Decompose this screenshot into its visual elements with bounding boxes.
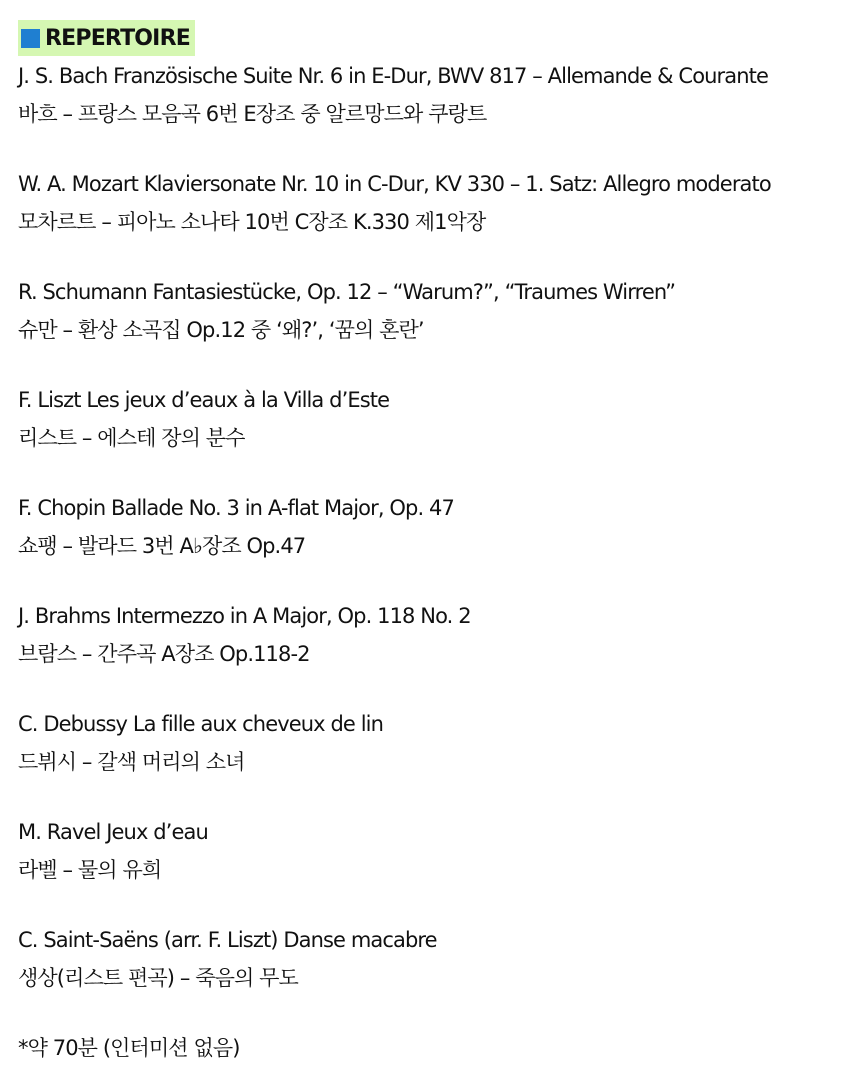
piece-original-title: J. S. Bach Französische Suite Nr. 6 in E-Dur, BWV 817 – Allemande & Courante (18, 64, 769, 88)
piece-original-title: J. Brahms Intermezzo in A Major, Op. 118 No. 2 (18, 604, 471, 628)
duration-note: *약 70분 (인터미션 없음) (18, 1036, 240, 1060)
repertoire-page (18, 20, 840, 1067)
section-header (18, 20, 195, 56)
piece-korean-title: 쇼팽 – 발라드 3번 A♭장조 Op.47 (18, 534, 306, 558)
piece-korean-title: 생상(리스트 편곡) – 죽음의 무도 (18, 966, 298, 990)
repertoire-item (18, 705, 840, 781)
piece-korean-title: 모차르트 – 피아노 소나타 10번 C장조 K.330 제1악장 (18, 210, 486, 234)
repertoire-item (18, 813, 840, 889)
repertoire-item (18, 381, 840, 457)
repertoire-item (18, 597, 840, 673)
piece-original-title: C. Debussy La fille aux cheveux de lin (18, 712, 383, 736)
piece-original-title: M. Ravel Jeux d’eau (18, 820, 208, 844)
repertoire-list (18, 57, 840, 997)
section-title: REPERTOIRE (45, 25, 190, 51)
piece-korean-title: 바흐 – 프랑스 모음곡 6번 E장조 중 알르망드와 쿠랑트 (18, 102, 487, 126)
repertoire-item (18, 57, 840, 133)
blue-square-icon (21, 29, 40, 48)
piece-original-title: R. Schumann Fantasiestücke, Op. 12 – “Warum?”, “Traumes Wirren” (18, 280, 676, 304)
repertoire-item (18, 273, 840, 349)
piece-original-title: F. Chopin Ballade No. 3 in A-flat Major, Op. 47 (18, 496, 454, 520)
repertoire-item (18, 489, 840, 565)
piece-korean-title: 라벨 – 물의 유희 (18, 858, 162, 882)
piece-original-title: F. Liszt Les jeux d’eaux à la Villa d’Este (18, 388, 390, 412)
repertoire-item (18, 921, 840, 997)
repertoire-item (18, 165, 840, 241)
piece-original-title: C. Saint-Saëns (arr. F. Liszt) Danse macabre (18, 928, 437, 952)
piece-korean-title: 슈만 – 환상 소곡집 Op.12 중 ‘왜?’, ‘꿈의 혼란’ (18, 318, 424, 342)
piece-korean-title: 브람스 – 간주곡 A장조 Op.118-2 (18, 642, 310, 666)
piece-korean-title: 드뷔시 – 갈색 머리의 소녀 (18, 750, 245, 774)
piece-original-title: W. A. Mozart Klaviersonate Nr. 10 in C-Dur, KV 330 – 1. Satz: Allegro moderato (18, 172, 771, 196)
piece-korean-title: 리스트 – 에스테 장의 분수 (18, 426, 245, 450)
